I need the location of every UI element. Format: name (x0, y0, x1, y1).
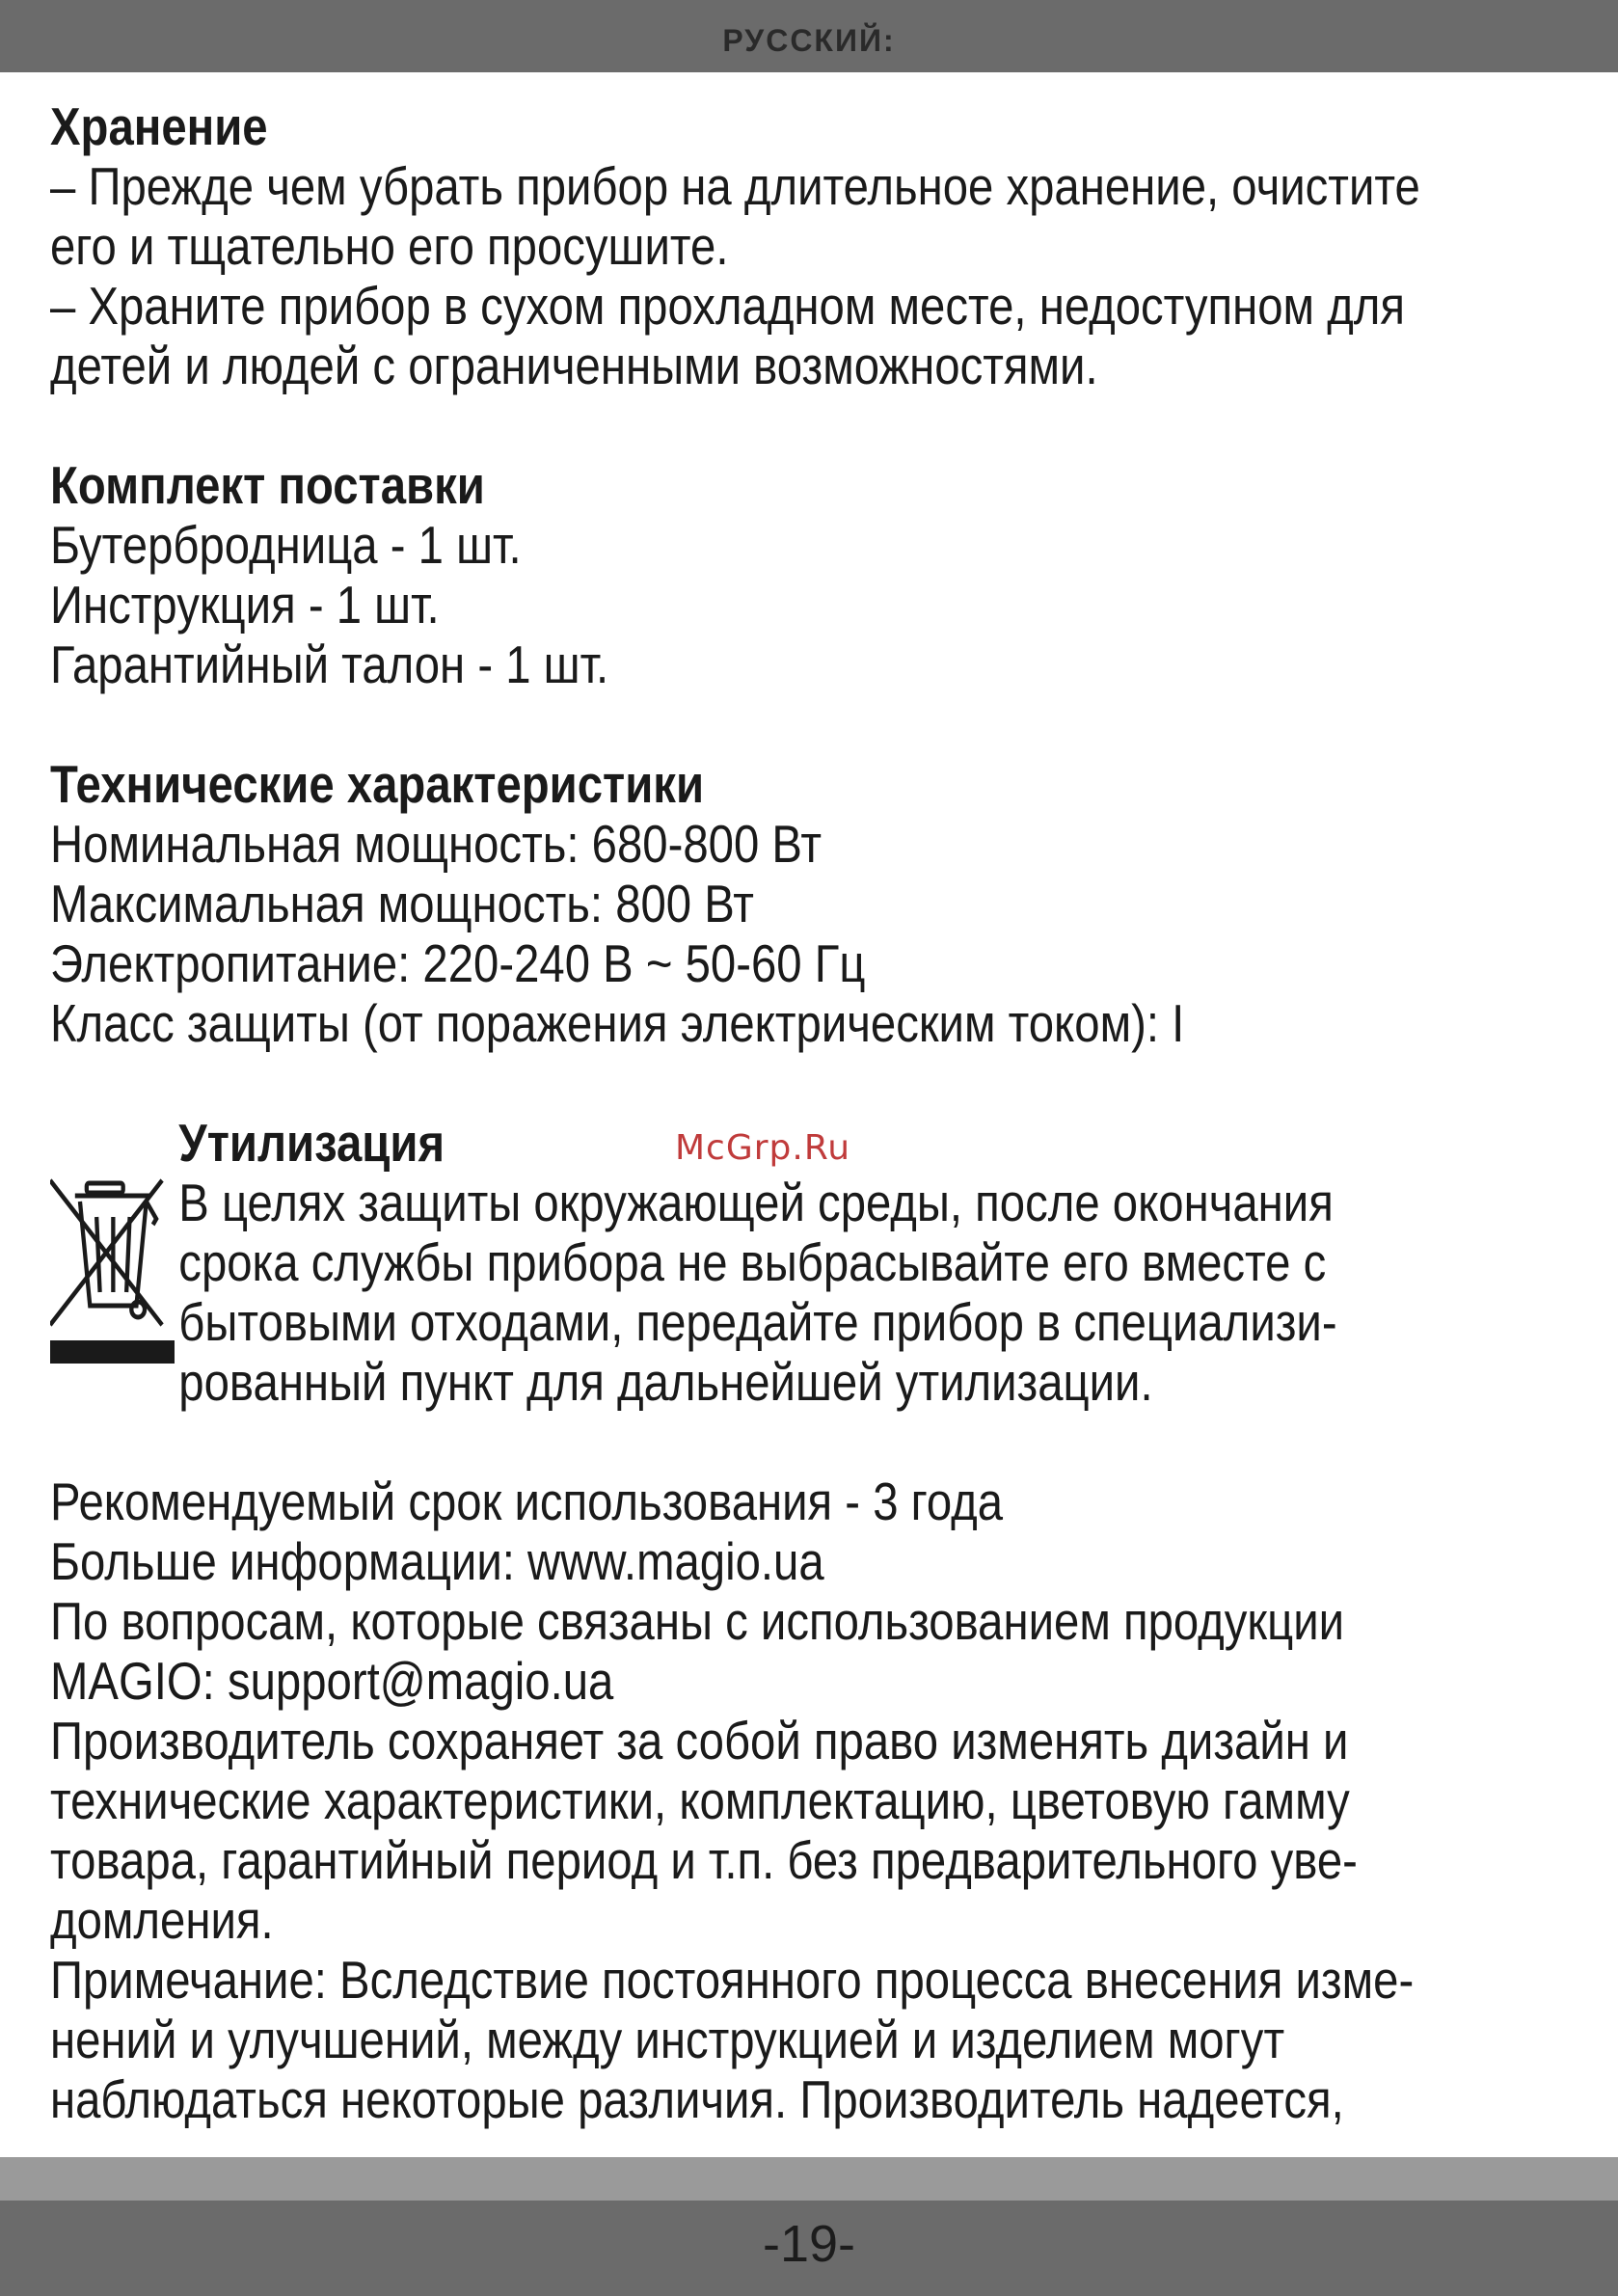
specs-line: Максимальная мощность: 800 Вт (50, 874, 754, 933)
disposal-line: рованный пункт для дальнейшей утилизации. (178, 1352, 1153, 1412)
crossed-out-wheelie-bin-icon (50, 1161, 175, 1364)
package-line: Гарантийный талон - 1 шт. (50, 635, 609, 694)
disposal-line: бытовыми отходами, передайте прибор в специализи- (178, 1292, 1337, 1352)
storage-line: – Прежде чем убрать прибор на длительное хранение, очистите (50, 156, 1420, 216)
info-line: Производитель сохраняет за собой право изменять дизайн и (50, 1711, 1349, 1770)
disposal-line: В целях защиты окружающей среды, после окончания (178, 1173, 1334, 1232)
info-line: Примечание: Вследствие постоянного процесса внесения изме- (50, 1950, 1415, 2010)
info-line: наблюдаться некоторые различия. Производитель надеется, (50, 2069, 1344, 2129)
storage-section (50, 96, 1420, 395)
language-label: РУССКИЙ: (722, 23, 896, 58)
package-line: Бутербродница - 1 шт. (50, 515, 522, 575)
specs-heading: Технические характеристики (50, 754, 705, 814)
info-line: MAGIO: support@magio.ua (50, 1651, 614, 1711)
storage-line: его и тщательно его просушите. (50, 216, 729, 276)
page-header (0, 0, 1618, 72)
watermark: McGrp.Ru (675, 1128, 851, 1168)
package-heading: Комплект поставки (50, 455, 485, 515)
info-line: Больше информации: www.magio.ua (50, 1531, 824, 1591)
specs-section (50, 754, 1377, 1053)
specs-line: Электропитание: 220-240 В ~ 50-60 Гц (50, 933, 866, 993)
info-line: По вопросам, которые связаны с использованием продукции (50, 1591, 1345, 1651)
info-line: технические характеристики, комплектацию, цветовую гамму (50, 1770, 1350, 1830)
specs-line: Класс защиты (от поражения электрическим током): I (50, 993, 1185, 1053)
page-footer (0, 2201, 1618, 2296)
page-number: -19- (762, 2215, 856, 2273)
package-line: Инструкция - 1 шт. (50, 575, 440, 635)
storage-heading: Хранение (50, 96, 268, 156)
specs-line: Номинальная мощность: 680-800 Вт (50, 814, 822, 874)
storage-line: детей и людей с ограниченными возможностями. (50, 336, 1098, 395)
info-line: домления. (50, 1890, 274, 1950)
storage-line: – Храните прибор в сухом прохладном месте, недоступном для (50, 276, 1406, 336)
info-line: товара, гарантийный период и т.п. без предварительного уве- (50, 1830, 1358, 1890)
info-section (50, 1472, 1415, 2129)
footer-band (0, 2157, 1618, 2201)
info-line: Рекомендуемый срок использования - 3 года (50, 1472, 1004, 1531)
disposal-line: срока службы прибора не выбрасывайте его вместе с (178, 1232, 1327, 1292)
info-line: нений и улучшений, между инструкцией и изделием могут (50, 2010, 1285, 2069)
disposal-heading: Утилизация (178, 1113, 445, 1173)
package-section (50, 455, 1377, 694)
page-content (50, 96, 1420, 2129)
